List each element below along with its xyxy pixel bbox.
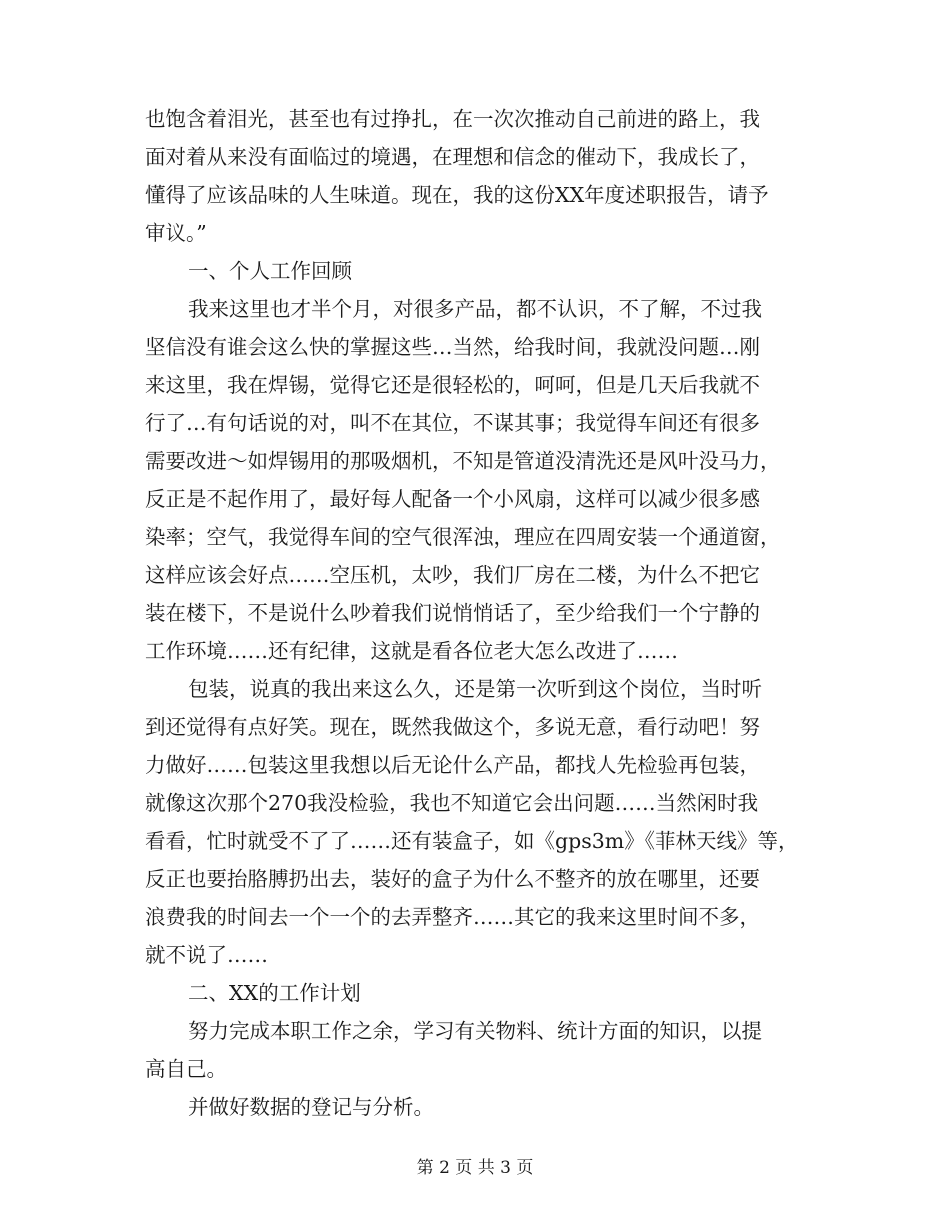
text-line: 坚信没有谁会这么快的掌握这些…当然，给我时间，我就没问题…刚	[145, 335, 760, 359]
text-line: 反正也要抬胳膊扔出去，装好的盒子为什么不整齐的放在哪里，还要	[145, 867, 760, 891]
text-line: 也饱含着泪光，甚至也有过挣扎，在一次次推动自己前进的路上，我	[145, 107, 760, 131]
text-line: 包装，说真的我出来这么久，还是第一次听到这个岗位，当时听	[188, 677, 762, 701]
text-line: 并做好数据的登记与分析。	[188, 1095, 434, 1119]
text-line: 努力完成本职工作之余，学习有关物料、统计方面的知识，以提	[188, 1019, 762, 1043]
text-line: 装在楼下，不是说什么吵着我们说悄悄话了，至少给我们一个宁静的	[145, 601, 760, 625]
text-line: 面对着从来没有面临过的境遇，在理想和信念的催动下，我成长了，	[145, 145, 760, 169]
text-line: 反正是不起作用了，最好每人配备一个小风扇，这样可以减少很多感	[145, 487, 760, 511]
document-body	[145, 100, 805, 1126]
text-line: 行了…有句话说的对，叫不在其位，不谋其事；我觉得车间还有很多	[145, 411, 760, 435]
text-line: 就不说了……	[145, 943, 268, 967]
section-heading: 二、XX的工作计划	[188, 981, 361, 1005]
text-line: 高自己。	[145, 1057, 227, 1081]
text-line: 我来这里也才半个月，对很多产品，都不认识，不了解，不过我	[188, 297, 762, 321]
text-line: 浪费我的时间去一个一个的去弄整齐……其它的我来这里时间不多，	[145, 905, 760, 929]
text-line: 来这里，我在焊锡，觉得它还是很轻松的，呵呵，但是几天后我就不	[145, 373, 760, 397]
text-line: 审议。”	[145, 221, 207, 245]
text-line: 到还觉得有点好笑。现在，既然我做这个，多说无意，看行动吧！努	[145, 715, 760, 739]
text-line: 需要改进～如焊锡用的那吸烟机，不知是管道没清洗还是风叶没马力，	[145, 449, 781, 473]
text-line: 看看，忙时就受不了了……还有装盒子，如《gps3m》《菲林天线》等，	[145, 829, 799, 853]
section-heading: 一、个人工作回顾	[188, 259, 352, 283]
text-line: 染率；空气，我觉得车间的空气很浑浊，理应在四周安装一个通道窗，	[145, 525, 781, 549]
page-number-footer: 第 2 页 共 3 页	[416, 1158, 534, 1178]
text-line: 力做好……包装这里我想以后无论什么产品，都找人先检验再包装，	[145, 753, 760, 777]
text-line: 懂得了应该品味的人生味道。现在，我的这份XX年度述职报告，请予	[145, 183, 769, 207]
text-line: 就像这次那个270我没检验，我也不知道它会出问题……当然闲时我	[145, 791, 759, 815]
text-line: 这样应该会好点……空压机，太吵，我们厂房在二楼，为什么不把它	[145, 563, 760, 587]
text-line: 工作环境……还有纪律，这就是看各位老大怎么改进了……	[145, 639, 678, 663]
